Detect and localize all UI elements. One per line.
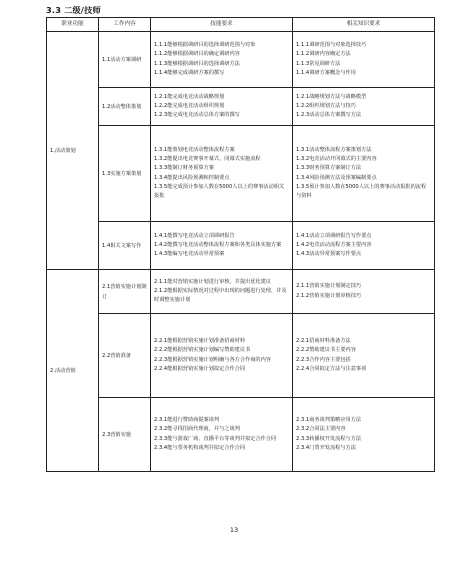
skill-item: 1.3.2能提出电竞赛事开幕式、闭幕式实施流程 [154, 156, 261, 163]
knowledge-item: 2.2.1招商材料准备方法 [296, 338, 351, 345]
knowledge-item: 1.4.3活动异常预案写作要点 [296, 251, 362, 258]
skill-item: 1.4.3能编写电竞活动异常预案 [154, 251, 225, 258]
skill-item: 1.4.1能撰写电竞活动立项调研报告 [154, 232, 235, 239]
knowledge-item: 2.3.4门票开发流程与方法 [296, 444, 356, 451]
work-content-cell: 1.1活动方案调研 [99, 32, 151, 88]
knowledge-item: 2.3.1商务谈判策略应用方法 [296, 417, 362, 424]
skill-item: 1.2.1能完成电竞活动战略规划 [154, 93, 225, 100]
knowledge-item: 1.1.4调研方案概念与作用 [296, 69, 356, 76]
skill-cell [151, 314, 293, 398]
skill-cell [151, 222, 293, 270]
skill-item: 1.3.4能提出风险预测和控制要点 [154, 174, 230, 181]
knowledge-item: 1.3.4风险预测方法及预案编制要点 [296, 174, 377, 181]
skill-item: 1.3.5能完成预计参加人数在5000人以上的赛事活动相关报批 [154, 183, 285, 199]
section-title: 3.3 二级/技师 [46, 5, 101, 15]
table-row [47, 314, 435, 398]
work-content-cell: 1.3实施方案策划 [99, 126, 151, 222]
skill-item: 1.1.2能够根据调研目的确定调研内容 [154, 51, 240, 58]
function-cell: 2.活动营销 [47, 270, 99, 472]
page-number: 13 [229, 526, 239, 534]
skill-item: 2.1.2能根据实际情况对过程中出现的问题进行处理，并及时调整实施计划 [154, 287, 287, 304]
work-content-cell: 1.2活动整体策划 [99, 88, 151, 126]
skill-cell [151, 398, 293, 472]
knowledge-item: 2.2.3合作内容主要包括 [296, 356, 351, 363]
knowledge-item: 1.2.1战略规划方法与战略模型 [296, 93, 367, 100]
table-row [47, 270, 435, 314]
skill-item: 2.2.2能根据营销实施计划编写赞助建议书 [154, 347, 251, 354]
work-content-cell: 2.2营销准备 [99, 314, 151, 398]
knowledge-cell [293, 398, 435, 472]
knowledge-item: 1.4.1活动立项调研报告写作要点 [296, 232, 372, 239]
knowledge-item: 2.2.2赞助建议书主要内容 [296, 347, 356, 354]
skill-cell [151, 88, 293, 126]
knowledge-item: 2.1.2营销实施计划审核技巧 [296, 292, 362, 299]
header-function: 职业功能 [47, 18, 99, 32]
knowledge-item: 1.3.3财务预算方案制订方法 [296, 165, 362, 172]
table-row [47, 222, 435, 270]
skill-item: 2.3.3能与游戏厂商、直播平台等谈判并拟定合作合同 [154, 435, 277, 442]
knowledge-item: 1.4.2电竞活动流程方案主要内容 [296, 241, 372, 248]
knowledge-cell [293, 314, 435, 398]
skill-item: 2.2.3能根据营销实施计划明确与各方合作商的内容 [154, 356, 271, 363]
skill-item: 1.4.2能撰写电竞活动整体流程方案和各类具体实施方案 [154, 241, 282, 248]
skill-item: 2.2.4能根据营销实施计划拟定合作合同 [154, 365, 246, 372]
knowledge-item: 1.3.1活动整体流程方案策划方法 [296, 146, 372, 153]
knowledge-item: 1.3.2电竞活动开闭幕式的主要内容 [296, 156, 377, 163]
knowledge-item: 1.1.1调研范围与对象选择技巧 [296, 42, 367, 49]
knowledge-item: 2.3.3转播权开发流程与方法 [296, 435, 362, 442]
knowledge-item: 1.2.2组织规划方法与技巧 [296, 102, 356, 109]
knowledge-cell [293, 222, 435, 270]
skill-item: 1.2.2能完成电竞活动组织规划 [154, 102, 225, 109]
table-row [47, 88, 435, 126]
skill-item: 1.2.3能完成电竞活动总体方案的撰写 [154, 112, 240, 119]
knowledge-item: 2.3.2合同法主要内容 [296, 426, 346, 433]
skill-cell [151, 126, 293, 222]
skill-item: 1.1.3能够根据调研目的选择调研方法 [154, 60, 240, 67]
work-content-cell: 2.3营销实施 [99, 398, 151, 472]
skill-item: 2.3.1能进行赞助商提案谈判 [154, 417, 220, 424]
header-skill-requirements: 技能要求 [151, 18, 293, 32]
knowledge-cell [293, 88, 435, 126]
header-work-content: 工作内容 [99, 18, 151, 32]
work-content-cell: 1.4相关文案写作 [99, 222, 151, 270]
knowledge-item: 1.1.3常见调研方法 [296, 60, 341, 67]
function-cell: 1.活动策划 [47, 32, 99, 270]
knowledge-item: 1.2.3活动总体方案撰写方法 [296, 112, 362, 119]
skill-item: 1.1.4能够完成调研方案的撰写 [154, 69, 225, 76]
knowledge-item: 1.3.5预计参加人数在5000人以上的赛事活动报批的流程与资料 [296, 183, 427, 199]
table-row [47, 398, 435, 472]
skill-item: 1.3.1能策划电竞活动整体流程方案 [154, 146, 235, 153]
knowledge-cell [293, 32, 435, 88]
table-header-row [47, 18, 435, 32]
table-row [47, 126, 435, 222]
knowledge-item: 2.1.1营销实施计划制定技巧 [296, 283, 362, 290]
knowledge-item: 2.2.4合同拟定方法与注意事项 [296, 365, 367, 372]
requirements-table [46, 17, 435, 472]
skill-item: 2.1.1能对营销实施计划进行审核，并提出优化建议 [154, 278, 271, 285]
skill-cell [151, 32, 293, 88]
skill-item: 2.3.2能寻找招商代理商，并与之谈判 [154, 426, 240, 433]
skill-item: 2.2.1能根据营销实施计划准备招商材料 [154, 338, 246, 345]
skill-item: 1.3.3能制订财务预算方案 [154, 165, 214, 172]
work-content-cell: 2.1营销实施计划制订 [99, 270, 151, 314]
skill-item: 2.3.4能与票务机构谈判并拟定合作合同 [154, 444, 246, 451]
table-row [47, 32, 435, 88]
knowledge-cell [293, 270, 435, 314]
knowledge-cell [293, 126, 435, 222]
knowledge-item: 1.1.2调研内容确定方法 [296, 51, 351, 58]
skill-item: 1.1.1能够根据调研目的选择调研范围与对象 [154, 42, 256, 49]
skill-cell [151, 270, 293, 314]
header-knowledge-requirements: 相关知识要求 [293, 18, 435, 32]
